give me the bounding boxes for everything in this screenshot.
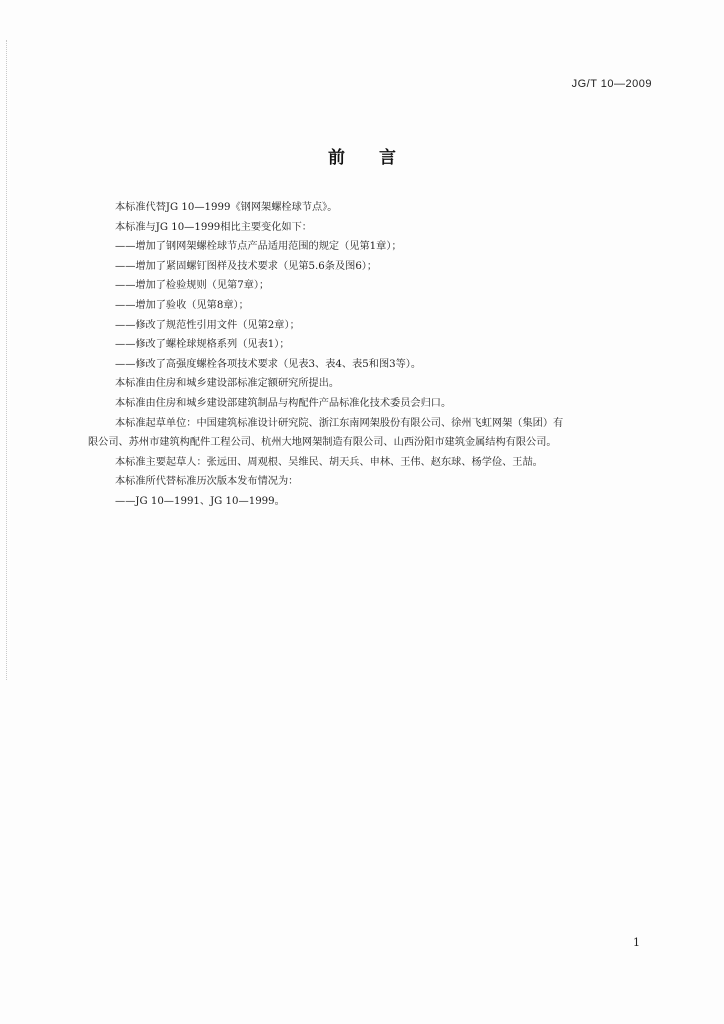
paragraph-line: 本标准由住房和城乡建设部标准定额研究所提出。 — [115, 378, 340, 390]
list-item: ——增加了检验规则（见第7章）； — [115, 280, 270, 292]
paragraph-line: 本标准由住房和城乡建设部建筑制品与构配件产品标准化技术委员会归口。 — [115, 397, 452, 409]
paragraph-line: 本标准代替JG 10—1999《钢网架螺栓球节点》。 — [115, 202, 338, 213]
paragraph-line: 本标准与JG 10—1999相比主要变化如下： — [115, 221, 312, 233]
paragraph-line: 限公司、苏州市建筑构配件工程公司、杭州大地网架制造有限公司、山西汾阳市建筑金属结构有限公司。 — [88, 437, 557, 449]
foreword-body — [88, 198, 668, 512]
list-item: ——修改了螺栓球规格系列（见表1）； — [115, 339, 290, 351]
list-item: ——增加了紧固螺钉图样及技术要求（见第5.6条及图6）； — [115, 260, 378, 272]
paragraph-line: 本标准起草单位：中国建筑标准设计研究院、浙江东南网架股份有限公司、徐州飞虹网架（集团）有 — [115, 417, 564, 429]
list-item: ——增加了钢网架螺栓球节点产品适用范围的规定（见第1章）； — [115, 241, 402, 253]
paragraph-line: 本标准主要起草人：张远田、周观根、吴维民、胡天兵、申林、王伟、赵东球、杨学俭、王喆。 — [115, 456, 543, 468]
page-number: 1 — [633, 936, 640, 949]
list-item: ——JG 10—1991、JG 10—1999。 — [115, 495, 285, 507]
list-item: ——增加了验收（见第8章）； — [115, 299, 249, 311]
paragraph-line: 本标准所代替标准历次版本发布情况为： — [115, 476, 299, 488]
list-item: ——修改了规范性引用文件（见第2章）； — [115, 319, 300, 331]
page-title: 前言 — [328, 148, 430, 168]
binding-edge — [6, 40, 8, 680]
standard-code: JG/T 10—2009 — [571, 78, 652, 90]
list-item: ——修改了高强度螺栓各项技术要求（见表3、表4、表5和图3等）。 — [115, 358, 422, 370]
